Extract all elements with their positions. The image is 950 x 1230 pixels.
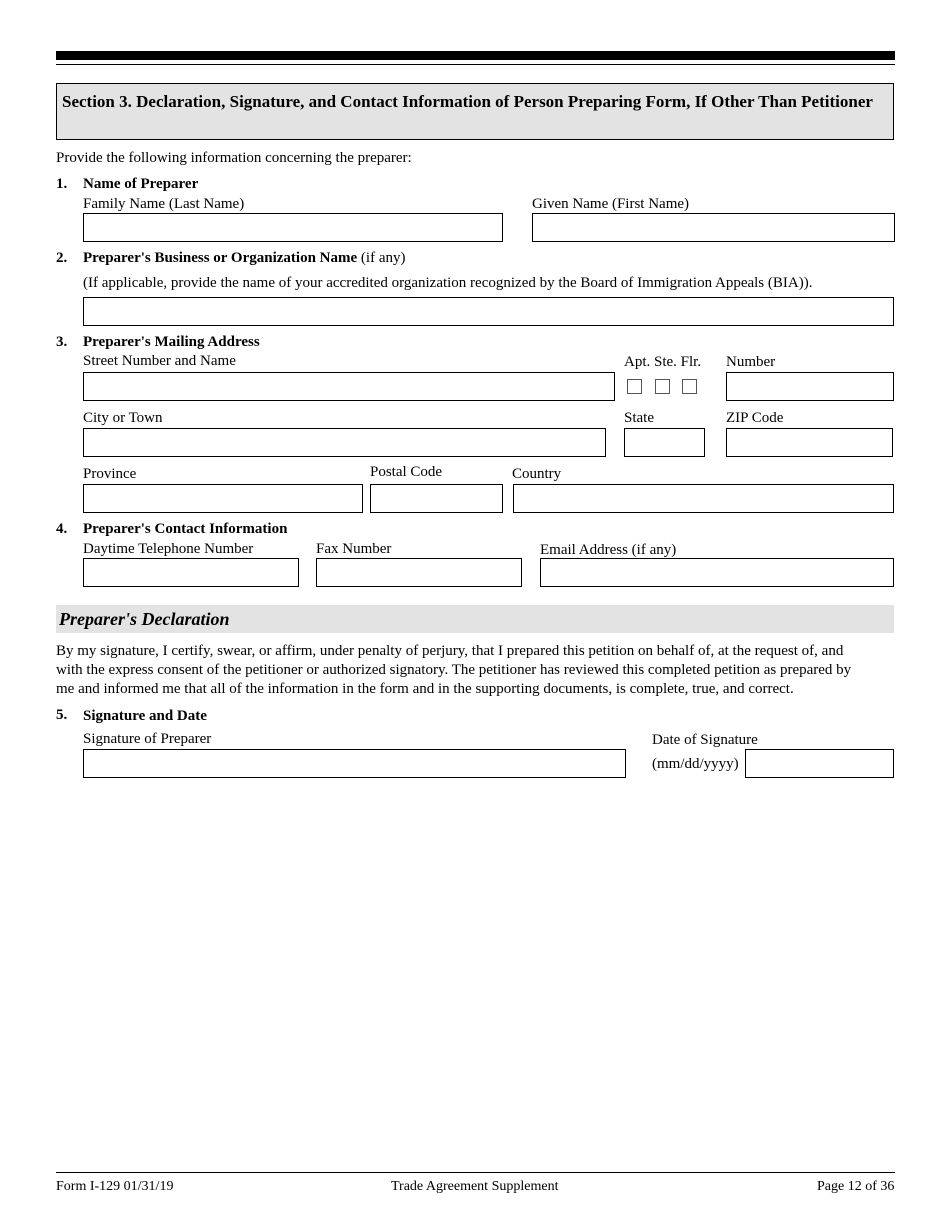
email-label: Email Address (if any) [540,542,677,558]
top-thick-rule [56,51,895,60]
section-header [56,83,894,140]
zip-input[interactable] [726,428,893,457]
apt-number-input[interactable] [726,372,894,401]
q1-number: 1. [56,176,68,192]
apt-label: Apt. Ste. Flr. [624,354,702,370]
phone-label: Daytime Telephone Number [83,541,254,557]
declaration-line-3: me and informed me that all of the information in the form and in the supporting documents, is complete, true, and correct. [56,681,794,697]
date-label: Date of Signature [652,732,758,748]
city-label: City or Town [83,410,163,426]
q5-label: Signature and Date [83,708,207,724]
footer-center: Trade Agreement Supplement [391,1179,559,1194]
section-intro: Provide the following information concerning the preparer: [56,150,412,166]
q4-label: Preparer's Contact Information [83,521,288,537]
given-name-label: Given Name (First Name) [532,196,690,212]
country-label: Country [512,466,562,482]
zip-label: ZIP Code [726,410,784,426]
fax-label: Fax Number [316,541,392,557]
q2-label-line [83,249,405,267]
state-input[interactable] [624,428,705,457]
province-input[interactable] [83,484,363,513]
q3-number: 3. [56,334,68,350]
postal-code-label: Postal Code [370,464,443,480]
city-input[interactable] [83,428,606,457]
email-input[interactable] [540,558,894,587]
declaration-line-2: with the express consent of the petitioner or authorized signatory. The petitioner has reviewed this completed petition as prepared by [56,662,852,678]
state-label: State [624,410,654,426]
apt-checkbox[interactable] [627,379,642,394]
ste-checkbox[interactable] [655,379,670,394]
phone-input[interactable] [83,558,299,587]
declaration-heading: Preparer's Declaration [59,609,230,629]
footer-rule [56,1172,895,1173]
given-name-input[interactable] [532,213,895,242]
street-label: Street Number and Name [83,353,236,369]
postal-code-input[interactable] [370,484,503,513]
signature-label: Signature of Preparer [83,731,212,747]
q3-label: Preparer's Mailing Address [83,334,260,350]
family-name-input[interactable] [83,213,503,242]
q4-number: 4. [56,521,68,537]
section-title: Section 3. Declaration, Signature, and Contact Information of Person Preparing Form, If Other Than Petitioner [62,92,873,111]
q2-note: (If applicable, provide the name of your accredited organization recognized by the Board of Immigration Appeals (BIA)). [83,275,813,291]
footer-form-id: Form I-129 01/31/19 [56,1179,174,1194]
signature-input[interactable] [83,749,626,778]
q1-label: Name of Preparer [83,176,199,192]
province-label: Province [83,466,137,482]
flr-checkbox[interactable] [682,379,697,394]
number-label: Number [726,354,776,370]
date-input[interactable] [745,749,894,778]
date-format-label: (mm/dd/yyyy) [652,756,739,772]
footer-page-number: Page 12 of 36 [817,1179,895,1194]
declaration-line-1: By my signature, I certify, swear, or affirm, under penalty of perjury, that I prepared this petition on behalf of, at the request of, and [56,643,844,659]
organization-name-input[interactable] [83,297,894,326]
q2-label-suffix: (if any) [357,250,406,266]
country-input[interactable] [513,484,894,513]
q2-number: 2. [56,250,68,266]
top-thin-rule [56,64,895,65]
q2-label: Preparer's Business or Organization Name [83,250,358,266]
family-name-label: Family Name (Last Name) [83,196,245,212]
q5-number: 5. [56,707,68,723]
declaration-header [56,605,894,633]
fax-input[interactable] [316,558,522,587]
street-input[interactable] [83,372,615,401]
